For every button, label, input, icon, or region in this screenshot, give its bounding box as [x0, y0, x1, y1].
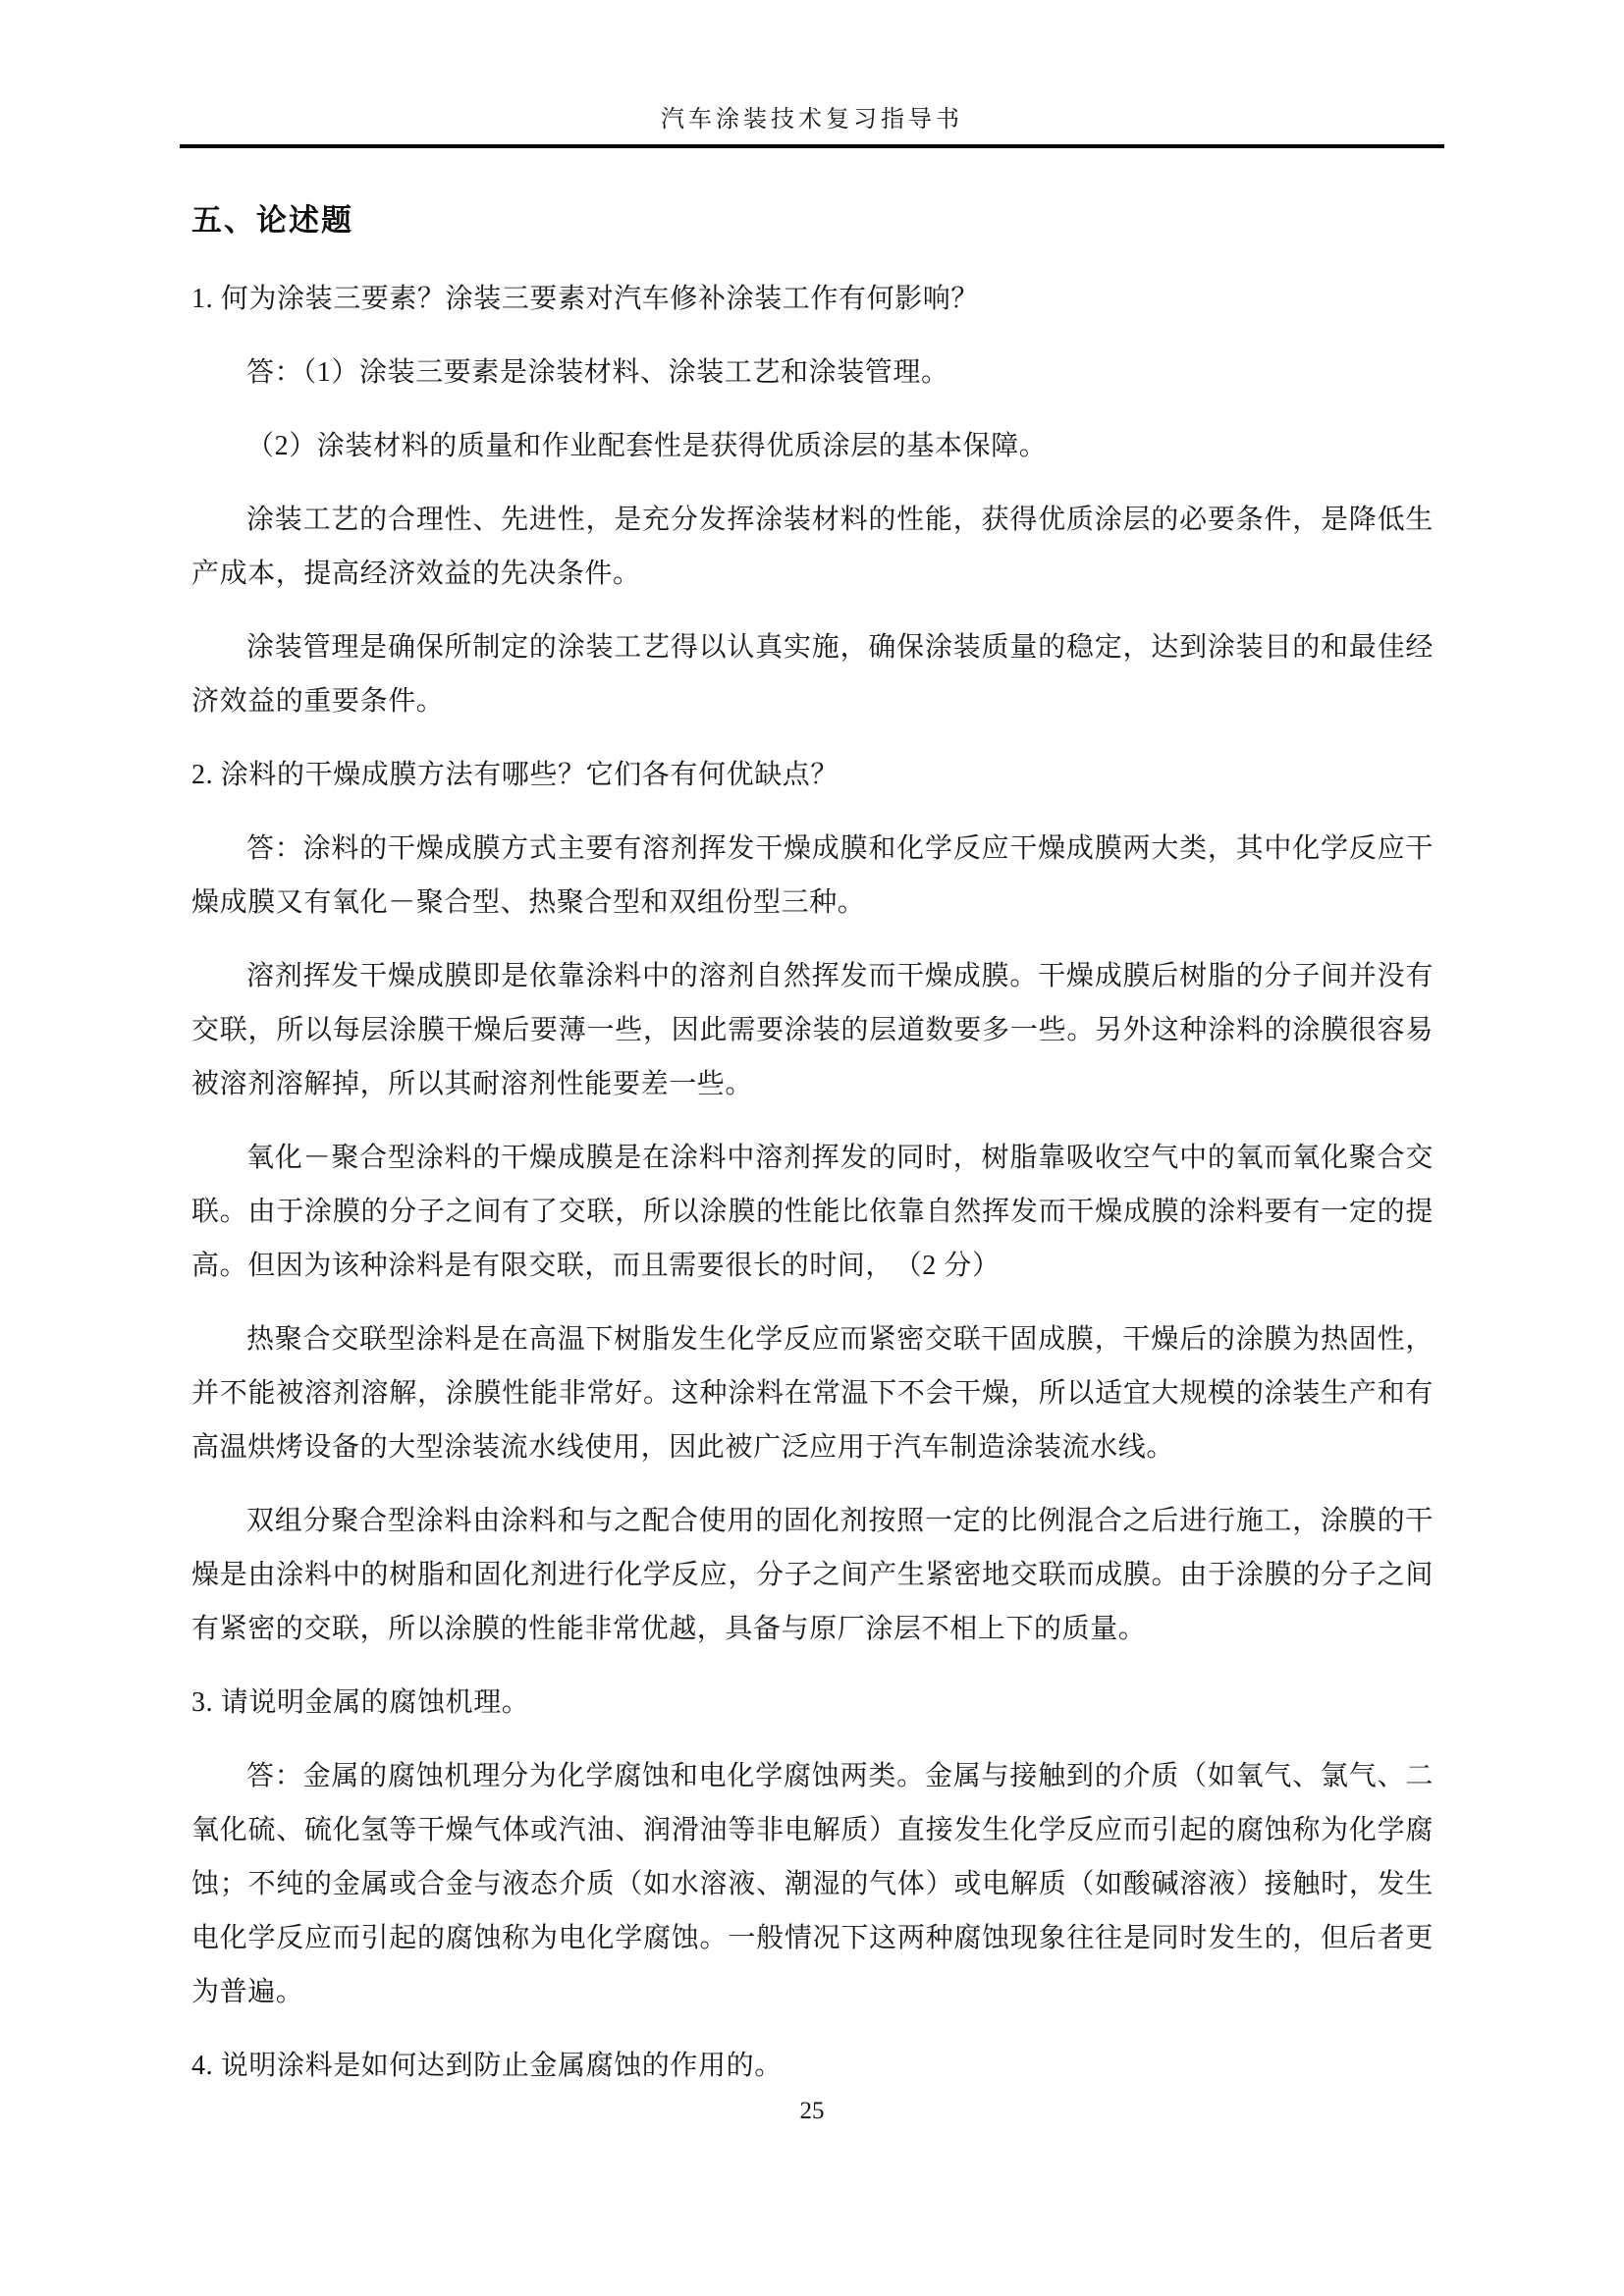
answer-2-part-5: 双组分聚合型涂料由涂料和与之配合使用的固化剂按照一定的比例混合之后进行施工，涂膜的干燥是由涂料中的树脂和固化剂进行化学反应，分子之间产生紧密地交联而成膜。由于涂膜的分子之间有紧密的交联，所以涂膜的性能非常优越，具备与原厂涂层不相上下的质量。	[191, 1506, 1434, 1644]
page-number: 25	[799, 2098, 825, 2124]
document-body	[191, 199, 1434, 2093]
answer-2-part-4: 热聚合交联型涂料是在高温下树脂发生化学反应而紧密交联干固成膜，干燥后的涂膜为热固性，并不能被溶剂溶解，涂膜性能非常好。这种涂料在常温下不会干燥，所以适宜大规模的涂装生产和有高温烘烤设备的大型涂装流水线使用，因此被广泛应用于汽车制造涂装流水线。	[191, 1324, 1434, 1463]
section-heading: 五、论述题	[191, 203, 353, 238]
answer-1-part-4: 涂装管理是确保所制定的涂装工艺得以认真实施，确保涂装质量的稳定，达到涂装目的和最佳经济效益的重要条件。	[191, 632, 1434, 717]
page-header	[180, 0, 1444, 148]
page-footer	[0, 2097, 1624, 2126]
answer-2-part-1: 答：涂料的干燥成膜方式主要有溶剂挥发干燥成膜和化学反应干燥成膜两大类，其中化学反应干燥成膜又有氧化－聚合型、热聚合型和双组份型三种。	[191, 833, 1434, 918]
header-title: 汽车涂装技术复习指导书	[661, 107, 963, 133]
answer-1-part-1: 答：（1）涂装三要素是涂装材料、涂装工艺和涂装管理。	[246, 357, 949, 388]
answer-1-part-3: 涂装工艺的合理性、先进性，是充分发挥涂装材料的性能，获得优质涂层的必要条件，是降低生产成本，提高经济效益的先决条件。	[191, 505, 1434, 589]
answer-3: 答：金属的腐蚀机理分为化学腐蚀和电化学腐蚀两类。金属与接触到的介质（如氧气、氯气、二氧化硫、硫化氢等干燥气体或汽油、润滑油等非电解质）直接发生化学反应而引起的腐蚀称为化学腐蚀；不纯的金属或合金与液态介质（如水溶液、潮湿的气体）或电解质（如酸碱溶液）接触时，发生电化学反应而引起的腐蚀称为电化学腐蚀。一般情况下这两种腐蚀现象往往是同时发生的，但后者更为普遍。	[191, 1761, 1434, 2007]
question-3: 3. 请说明金属的腐蚀机理。	[191, 1687, 530, 1718]
question-1: 1. 何为涂装三要素？涂装三要素对汽车修补涂装工作有何影响？	[191, 284, 980, 314]
answer-2-part-3: 氧化－聚合型涂料的干燥成膜是在涂料中溶剂挥发的同时，树脂靠吸收空气中的氧而氧化聚合交联。由于涂膜的分子之间有了交联，所以涂膜的性能比依靠自然挥发而干燥成膜的涂料要有一定的提高。但因为该种涂料是有限交联，而且需要很长的时间， （2 分）	[191, 1143, 1434, 1281]
question-2: 2. 涂料的干燥成膜方法有哪些？它们各有何优缺点？	[191, 760, 839, 790]
answer-1-part-2: （2）涂装材料的质量和作业配套性是获得优质涂层的基本保障。	[246, 431, 1048, 461]
answer-2-part-2: 溶剂挥发干燥成膜即是依靠涂料中的溶剂自然挥发而干燥成膜。干燥成膜后树脂的分子间并没有交联，所以每层涂膜干燥后要薄一些，因此需要涂装的层道数要多一些。另外这种涂料的涂膜很容易被溶剂溶解掉，所以其耐溶剂性能要差一些。	[191, 961, 1434, 1099]
question-4: 4. 说明涂料是如何达到防止金属腐蚀的作用的。	[191, 2051, 783, 2081]
